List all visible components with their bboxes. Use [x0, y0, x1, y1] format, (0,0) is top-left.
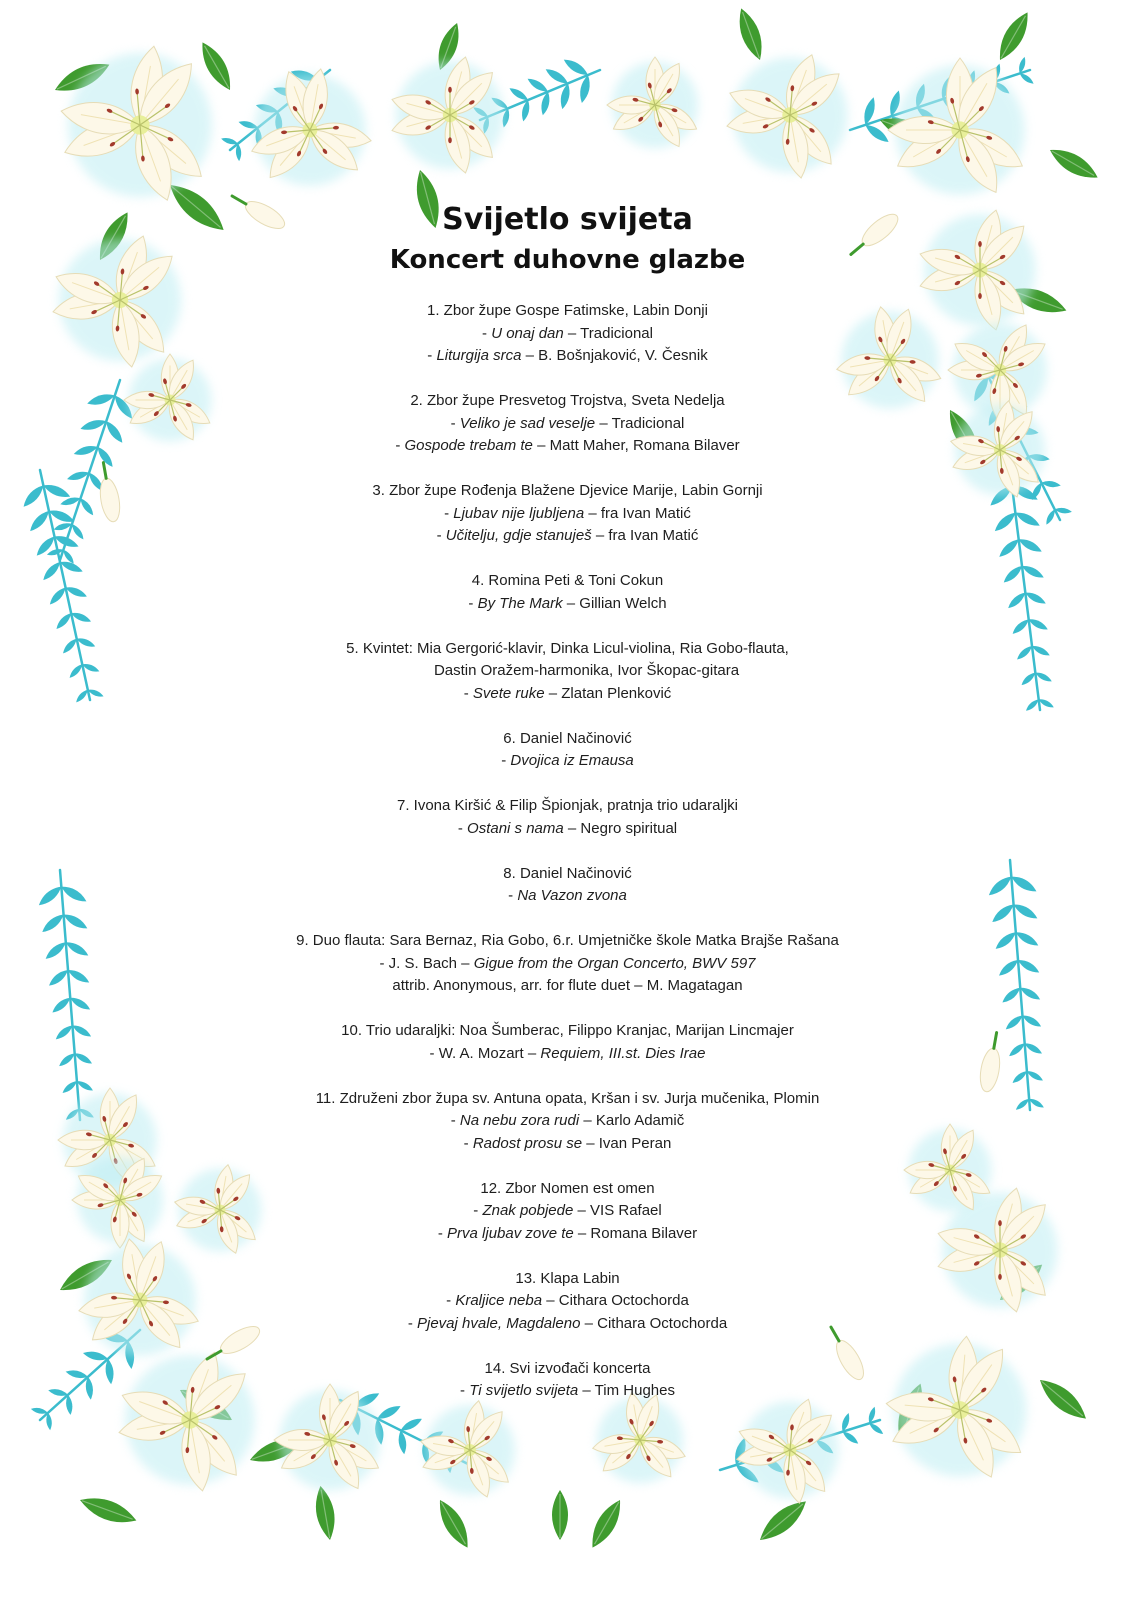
program-text: 3. Zbor župe Rođenja Blažene Djevice Marije, Labin Gornji [372, 482, 763, 499]
performer-line [170, 1268, 965, 1291]
program-text: - [463, 1134, 473, 1152]
piece-line [170, 323, 965, 346]
piece-title: By The Mark [477, 594, 563, 612]
piece-line [170, 1133, 965, 1156]
piece-title: Ljubav nije ljubljena [453, 504, 585, 522]
piece-title: Radost prosu se [472, 1134, 583, 1152]
program-item [170, 390, 965, 458]
piece-line [170, 1110, 965, 1133]
piece-line [170, 1313, 965, 1336]
piece-line [170, 1200, 965, 1223]
program-text: 13. Klapa Labin [515, 1269, 620, 1287]
program-text: - [457, 819, 468, 837]
performer-line [170, 930, 965, 953]
piece-line [170, 1223, 965, 1246]
performer-line [170, 795, 965, 818]
program-item [170, 1088, 965, 1156]
leaf-icon [733, 5, 768, 63]
piece-line [170, 660, 965, 683]
program-text: - [446, 1292, 456, 1309]
piece-line [170, 885, 965, 908]
piece-title: U onaj dan [491, 324, 564, 342]
lily-icon [888, 58, 1029, 199]
program-text: – VIS Rafael [573, 1202, 662, 1219]
concert-title: Svijetlo svijeta [442, 202, 693, 237]
piece-title: Ti svijetlo svijeta [469, 1382, 579, 1399]
performer-line [170, 1020, 965, 1043]
piece-line [170, 503, 965, 526]
piece-title: Svete ruke [472, 684, 545, 702]
piece-line [170, 593, 965, 616]
piece-line [170, 1290, 965, 1313]
piece-title: Prva ljubav zove te [447, 1224, 574, 1242]
performer-line [170, 1178, 965, 1201]
program-text: - [450, 414, 460, 432]
program-item [170, 795, 965, 840]
program-text: attrib. Anonymous, arr. for flute duet – M. Magatagan [392, 977, 743, 994]
program-item [170, 480, 965, 548]
program-text: – Karlo Adamič [579, 1112, 685, 1129]
piece-title: Liturgija srca [436, 347, 522, 364]
leaf-icon [992, 8, 1035, 64]
piece-line [170, 413, 965, 436]
program-text: – Tim Hughes [578, 1382, 675, 1399]
lily-bud-icon [977, 1031, 1005, 1093]
program-text: 2. Zbor župe Presvetog Trojstva, Sveta Nedelja [410, 392, 725, 409]
program-text: - [460, 1382, 470, 1399]
performer-line [170, 1088, 965, 1111]
program-text: Dastin Oražem-harmonika, Ivor Škopac-gitara [433, 662, 740, 679]
program-item [170, 570, 965, 615]
program-text: - [473, 1202, 483, 1219]
performer-line [170, 863, 965, 886]
program-text: 6. Daniel Načinović [503, 729, 632, 747]
program-text: – Cithara Octochorda [580, 1314, 728, 1332]
program-item [170, 1020, 965, 1065]
program-text: 14. Svi izvođači koncerta [484, 1359, 651, 1377]
program-text: – Cithara Octochorda [542, 1292, 689, 1309]
leaf-icon [552, 1490, 568, 1540]
piece-title: Na nebu zora rudi [459, 1112, 580, 1129]
piece-line [170, 683, 965, 706]
piece-line [170, 345, 965, 368]
piece-line [170, 525, 965, 548]
program-text: - [407, 1314, 417, 1332]
program-text: – Tradicional [563, 324, 653, 342]
program-text: - [436, 527, 446, 544]
piece-line [170, 435, 965, 458]
piece-title: Znak pobjede [482, 1202, 574, 1219]
performer-line [170, 1358, 965, 1381]
program-item [170, 863, 965, 908]
program-text: - [395, 437, 405, 454]
program-sheet [170, 200, 965, 1425]
performer-line [170, 480, 965, 503]
piece-line [170, 1043, 965, 1066]
fern-icon [20, 470, 104, 704]
program-text: 7. Ivona Kiršić & Filip Špionjak, pratnja trio udaraljki [397, 797, 738, 814]
performer-line [170, 300, 965, 323]
program-text: - [450, 1112, 460, 1129]
lily-icon [231, 51, 387, 207]
program-text: – Romana Bilaver [573, 1224, 698, 1242]
program-text: – B. Bošnjaković, V. Česnik [521, 347, 708, 364]
program-text: – Tradicional [595, 414, 685, 432]
program-text: 12. Zbor Nomen est omen [480, 1179, 655, 1197]
piece-title: Ostani s nama [467, 819, 564, 837]
program-text: 11. Združeni zbor župa sv. Antuna opata, Kršan i sv. Jurja mučenika, Plomin [315, 1089, 820, 1107]
program-item [170, 1268, 965, 1336]
lily-icon [607, 57, 701, 151]
program-text: - [427, 347, 437, 364]
program-text: – Zlatan Plenković [544, 684, 672, 702]
program-text: - [444, 504, 454, 522]
piece-line [170, 818, 965, 841]
leaf-icon [1046, 142, 1102, 185]
piece-title: Veliko je sad veselje [459, 414, 596, 432]
piece-title: Requiem, III.st. Dies Irae [540, 1044, 706, 1062]
lily-icon [709, 33, 870, 194]
program-text: - [482, 324, 492, 342]
program-text: – Gillian Welch [562, 594, 667, 612]
program-text: 1. Zbor župe Gospe Fatimske, Labin Donji [427, 302, 708, 319]
piece-title: Dvojica iz Emausa [510, 752, 634, 769]
performer-line [170, 638, 965, 661]
leaf-icon [195, 38, 238, 94]
piece-line [170, 1380, 965, 1403]
leaf-icon [585, 1496, 628, 1552]
lily-icon [377, 42, 521, 186]
program-item [170, 300, 965, 368]
concert-subtitle: Koncert duhovne glazbe [389, 245, 746, 275]
program-text: 9. Duo flauta: Sara Bernaz, Ria Gobo, 6.r. Umjetničke škole Matka Brajše Rašana [296, 932, 839, 949]
program-text: 4. Romina Peti & Toni Cokun [471, 572, 664, 589]
program-item [170, 728, 965, 773]
program-text: - W. A. Mozart – [429, 1044, 541, 1062]
fern-icon [987, 470, 1054, 713]
performer-line [170, 570, 965, 593]
program-text: – Negro spiritual [563, 819, 678, 837]
piece-title: Gigue from the Organ Concerto, BWV 597 [473, 954, 756, 972]
piece-title: Pjevaj hvale, Magdaleno [416, 1314, 581, 1332]
performer-line [170, 390, 965, 413]
piece-title: Na Vazon zvona [517, 887, 627, 904]
leaf-icon [754, 1494, 812, 1547]
piece-line [170, 750, 965, 773]
program-text: - [463, 684, 473, 702]
fern-icon [36, 870, 95, 1122]
program-text: 8. Daniel Načinović [503, 864, 632, 882]
performer-line [170, 728, 965, 751]
lily-bud-icon [95, 461, 123, 523]
leaf-icon [432, 1496, 475, 1552]
leaf-icon [312, 1484, 339, 1541]
piece-title: Učitelju, gdje stanuješ [445, 527, 592, 544]
program-text: 10. Trio udaraljki: Noa Šumberac, Filippo Kranjac, Marijan Lincmajer [341, 1022, 794, 1039]
program-list [170, 300, 965, 1403]
program-text: - J. S. Bach – [379, 954, 474, 972]
leaf-icon [1034, 1373, 1092, 1426]
piece-line [170, 953, 965, 976]
program-text: – fra Ivan Matić [591, 527, 699, 544]
program-text: - [437, 1224, 448, 1242]
program-item [170, 1358, 965, 1403]
program-text: - [501, 752, 511, 769]
leaf-icon [77, 1491, 140, 1530]
lily-icon [48, 32, 230, 214]
program-text: – Matt Maher, Romana Bilaver [532, 437, 740, 454]
program-text: 5. Kvintet: Mia Gergorić-klavir, Dinka Licul-violina, Ria Gobo-flauta, [346, 639, 789, 657]
piece-line [170, 975, 965, 998]
program-text: - [508, 887, 518, 904]
program-text: – fra Ivan Matić [584, 504, 691, 522]
program-item [170, 930, 965, 998]
program-item [170, 638, 965, 706]
piece-title: Gospode trebam te [404, 437, 533, 454]
program-text: - [468, 594, 478, 612]
program-item [170, 1178, 965, 1246]
piece-title: Kraljice neba [455, 1292, 543, 1309]
program-text: – Ivan Peran [582, 1134, 672, 1152]
